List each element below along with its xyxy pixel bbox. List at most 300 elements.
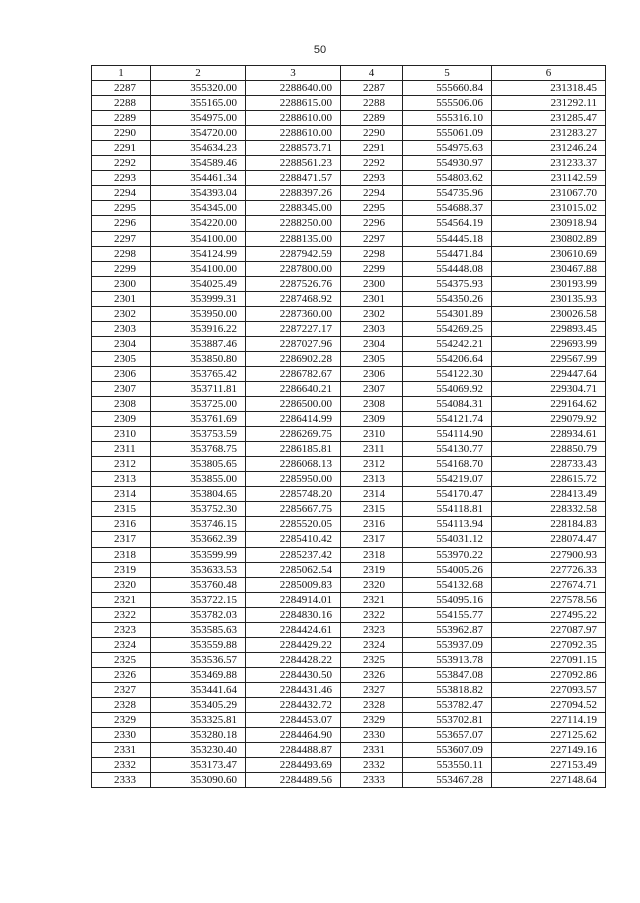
table-row xyxy=(92,321,606,336)
cell-y-coordinate-b: 229893.45 xyxy=(492,321,606,336)
cell-point-number-b: 2306 xyxy=(341,366,403,381)
cell-x-coordinate-a: 354220.00 xyxy=(151,216,246,231)
cell-point-number: 2317 xyxy=(92,532,151,547)
cell-point-number: 2319 xyxy=(92,562,151,577)
table-row xyxy=(92,472,606,487)
cell-x-coordinate-b: 553550.11 xyxy=(403,758,492,773)
cell-y-coordinate-b: 227114.19 xyxy=(492,713,606,728)
table-body xyxy=(92,81,606,788)
cell-point-number: 2333 xyxy=(92,773,151,788)
cell-point-number: 2303 xyxy=(92,321,151,336)
table-row xyxy=(92,743,606,758)
cell-x-coordinate-a: 354345.00 xyxy=(151,201,246,216)
cell-y-coordinate-a: 2286902.28 xyxy=(246,351,341,366)
cell-y-coordinate-a: 2286782.67 xyxy=(246,366,341,381)
cell-x-coordinate-b: 555061.09 xyxy=(403,126,492,141)
cell-x-coordinate-b: 553702.81 xyxy=(403,713,492,728)
cell-point-number-b: 2293 xyxy=(341,171,403,186)
cell-point-number-b: 2308 xyxy=(341,397,403,412)
cell-x-coordinate-b: 553607.09 xyxy=(403,743,492,758)
cell-x-coordinate-b: 554095.16 xyxy=(403,592,492,607)
cell-point-number-b: 2321 xyxy=(341,592,403,607)
table-row xyxy=(92,697,606,712)
cell-y-coordinate-a: 2288135.00 xyxy=(246,231,341,246)
cell-y-coordinate-a: 2286185.81 xyxy=(246,442,341,457)
cell-point-number: 2302 xyxy=(92,306,151,321)
cell-y-coordinate-a: 2285237.42 xyxy=(246,547,341,562)
cell-y-coordinate-b: 228850.79 xyxy=(492,442,606,457)
table-row xyxy=(92,652,606,667)
cell-y-coordinate-a: 2285667.75 xyxy=(246,502,341,517)
cell-x-coordinate-a: 353760.48 xyxy=(151,577,246,592)
cell-x-coordinate-b: 554122.30 xyxy=(403,366,492,381)
table-row xyxy=(92,532,606,547)
cell-point-number: 2322 xyxy=(92,607,151,622)
cell-y-coordinate-b: 227092.35 xyxy=(492,637,606,652)
cell-x-coordinate-a: 353090.60 xyxy=(151,773,246,788)
cell-x-coordinate-a: 353722.15 xyxy=(151,592,246,607)
cell-point-number-b: 2325 xyxy=(341,652,403,667)
cell-point-number-b: 2319 xyxy=(341,562,403,577)
table-row xyxy=(92,487,606,502)
table-row xyxy=(92,607,606,622)
table-row xyxy=(92,276,606,291)
cell-y-coordinate-b: 228615.72 xyxy=(492,472,606,487)
column-header-4: 4 xyxy=(341,66,403,81)
cell-y-coordinate-b: 231142.59 xyxy=(492,171,606,186)
cell-y-coordinate-b: 229693.99 xyxy=(492,336,606,351)
table-row xyxy=(92,246,606,261)
cell-x-coordinate-b: 553818.82 xyxy=(403,682,492,697)
cell-point-number-b: 2331 xyxy=(341,743,403,758)
cell-point-number: 2305 xyxy=(92,351,151,366)
cell-y-coordinate-b: 228332.58 xyxy=(492,502,606,517)
cell-y-coordinate-a: 2288573.71 xyxy=(246,141,341,156)
cell-y-coordinate-b: 228934.61 xyxy=(492,427,606,442)
cell-x-coordinate-a: 353850.80 xyxy=(151,351,246,366)
cell-point-number-b: 2290 xyxy=(341,126,403,141)
column-header-3: 3 xyxy=(246,66,341,81)
table-row xyxy=(92,306,606,321)
table-row xyxy=(92,728,606,743)
table-row xyxy=(92,577,606,592)
cell-y-coordinate-b: 227094.52 xyxy=(492,697,606,712)
cell-point-number-b: 2304 xyxy=(341,336,403,351)
cell-y-coordinate-a: 2287227.17 xyxy=(246,321,341,336)
cell-point-number: 2316 xyxy=(92,517,151,532)
cell-point-number: 2329 xyxy=(92,713,151,728)
cell-y-coordinate-b: 230610.69 xyxy=(492,246,606,261)
cell-y-coordinate-a: 2287526.76 xyxy=(246,276,341,291)
table-row xyxy=(92,667,606,682)
cell-point-number-b: 2302 xyxy=(341,306,403,321)
cell-y-coordinate-a: 2285062.54 xyxy=(246,562,341,577)
cell-y-coordinate-a: 2286640.21 xyxy=(246,381,341,396)
cell-x-coordinate-b: 555316.10 xyxy=(403,111,492,126)
cell-x-coordinate-a: 354720.00 xyxy=(151,126,246,141)
cell-point-number-b: 2326 xyxy=(341,667,403,682)
cell-point-number: 2291 xyxy=(92,141,151,156)
table-row xyxy=(92,81,606,96)
table-row xyxy=(92,336,606,351)
cell-point-number-b: 2292 xyxy=(341,156,403,171)
cell-y-coordinate-a: 2285009.83 xyxy=(246,577,341,592)
cell-point-number: 2295 xyxy=(92,201,151,216)
table-row xyxy=(92,111,606,126)
cell-x-coordinate-b: 553657.07 xyxy=(403,728,492,743)
cell-point-number: 2331 xyxy=(92,743,151,758)
cell-point-number-b: 2303 xyxy=(341,321,403,336)
table-row xyxy=(92,156,606,171)
cell-x-coordinate-b: 554031.12 xyxy=(403,532,492,547)
cell-y-coordinate-b: 229304.71 xyxy=(492,381,606,396)
cell-y-coordinate-b: 227093.57 xyxy=(492,682,606,697)
cell-y-coordinate-a: 2288250.00 xyxy=(246,216,341,231)
cell-point-number-b: 2324 xyxy=(341,637,403,652)
cell-x-coordinate-a: 354975.00 xyxy=(151,111,246,126)
cell-y-coordinate-b: 230193.99 xyxy=(492,276,606,291)
cell-x-coordinate-b: 554130.77 xyxy=(403,442,492,457)
table-row xyxy=(92,412,606,427)
cell-point-number: 2298 xyxy=(92,246,151,261)
cell-y-coordinate-a: 2288561.23 xyxy=(246,156,341,171)
cell-y-coordinate-b: 227148.64 xyxy=(492,773,606,788)
cell-y-coordinate-a: 2287942.59 xyxy=(246,246,341,261)
cell-y-coordinate-a: 2284493.69 xyxy=(246,758,341,773)
cell-point-number: 2324 xyxy=(92,637,151,652)
cell-point-number-b: 2311 xyxy=(341,442,403,457)
cell-point-number-b: 2307 xyxy=(341,381,403,396)
cell-point-number-b: 2320 xyxy=(341,577,403,592)
cell-x-coordinate-b: 554930.97 xyxy=(403,156,492,171)
table-row xyxy=(92,216,606,231)
cell-x-coordinate-a: 354025.49 xyxy=(151,276,246,291)
cell-y-coordinate-b: 231246.24 xyxy=(492,141,606,156)
cell-point-number: 2310 xyxy=(92,427,151,442)
cell-y-coordinate-b: 230918.94 xyxy=(492,216,606,231)
cell-y-coordinate-a: 2284453.07 xyxy=(246,713,341,728)
cell-point-number-b: 2287 xyxy=(341,81,403,96)
cell-x-coordinate-b: 554206.64 xyxy=(403,351,492,366)
cell-point-number: 2309 xyxy=(92,412,151,427)
table-row xyxy=(92,231,606,246)
cell-y-coordinate-b: 229164.62 xyxy=(492,397,606,412)
cell-point-number: 2290 xyxy=(92,126,151,141)
cell-y-coordinate-a: 2287027.96 xyxy=(246,336,341,351)
cell-point-number-b: 2301 xyxy=(341,291,403,306)
cell-y-coordinate-a: 2285410.42 xyxy=(246,532,341,547)
cell-x-coordinate-a: 354100.00 xyxy=(151,261,246,276)
cell-point-number-b: 2289 xyxy=(341,111,403,126)
cell-y-coordinate-b: 229079.92 xyxy=(492,412,606,427)
cell-point-number-b: 2327 xyxy=(341,682,403,697)
cell-y-coordinate-b: 230135.93 xyxy=(492,291,606,306)
cell-x-coordinate-a: 353999.31 xyxy=(151,291,246,306)
table-row xyxy=(92,381,606,396)
cell-x-coordinate-b: 554975.63 xyxy=(403,141,492,156)
cell-x-coordinate-a: 353725.00 xyxy=(151,397,246,412)
cell-point-number: 2296 xyxy=(92,216,151,231)
table-row xyxy=(92,141,606,156)
cell-x-coordinate-a: 353173.47 xyxy=(151,758,246,773)
cell-point-number-b: 2312 xyxy=(341,457,403,472)
cell-y-coordinate-b: 227125.62 xyxy=(492,728,606,743)
cell-x-coordinate-b: 554445.18 xyxy=(403,231,492,246)
coordinates-table xyxy=(91,65,606,788)
cell-y-coordinate-b: 231283.27 xyxy=(492,126,606,141)
table-row xyxy=(92,366,606,381)
cell-y-coordinate-a: 2284464.90 xyxy=(246,728,341,743)
cell-y-coordinate-a: 2284489.56 xyxy=(246,773,341,788)
cell-x-coordinate-b: 554118.81 xyxy=(403,502,492,517)
cell-point-number: 2287 xyxy=(92,81,151,96)
cell-y-coordinate-b: 231015.02 xyxy=(492,201,606,216)
cell-x-coordinate-a: 353765.42 xyxy=(151,366,246,381)
cell-x-coordinate-a: 353950.00 xyxy=(151,306,246,321)
cell-x-coordinate-a: 353585.63 xyxy=(151,622,246,637)
cell-point-number: 2306 xyxy=(92,366,151,381)
cell-y-coordinate-a: 2285748.20 xyxy=(246,487,341,502)
cell-x-coordinate-a: 354461.34 xyxy=(151,171,246,186)
cell-x-coordinate-b: 554471.84 xyxy=(403,246,492,261)
cell-x-coordinate-b: 554121.74 xyxy=(403,412,492,427)
cell-y-coordinate-b: 227495.22 xyxy=(492,607,606,622)
cell-x-coordinate-b: 554301.89 xyxy=(403,306,492,321)
cell-x-coordinate-a: 353761.69 xyxy=(151,412,246,427)
cell-x-coordinate-a: 353805.65 xyxy=(151,457,246,472)
cell-point-number: 2314 xyxy=(92,487,151,502)
table-row xyxy=(92,457,606,472)
table-row xyxy=(92,517,606,532)
table-row xyxy=(92,397,606,412)
cell-x-coordinate-a: 353230.40 xyxy=(151,743,246,758)
cell-x-coordinate-b: 555660.84 xyxy=(403,81,492,96)
cell-x-coordinate-b: 554688.37 xyxy=(403,201,492,216)
table-row xyxy=(92,502,606,517)
cell-point-number-b: 2315 xyxy=(341,502,403,517)
cell-point-number: 2323 xyxy=(92,622,151,637)
cell-y-coordinate-a: 2288615.00 xyxy=(246,96,341,111)
cell-point-number-b: 2310 xyxy=(341,427,403,442)
cell-y-coordinate-b: 228733.43 xyxy=(492,457,606,472)
column-header-6: 6 xyxy=(492,66,606,81)
cell-y-coordinate-a: 2288640.00 xyxy=(246,81,341,96)
cell-x-coordinate-a: 353536.57 xyxy=(151,652,246,667)
table-row xyxy=(92,351,606,366)
table-row xyxy=(92,442,606,457)
cell-point-number-b: 2318 xyxy=(341,547,403,562)
cell-x-coordinate-a: 354393.04 xyxy=(151,186,246,201)
cell-x-coordinate-b: 554269.25 xyxy=(403,321,492,336)
cell-x-coordinate-a: 353887.46 xyxy=(151,336,246,351)
table-row xyxy=(92,622,606,637)
cell-y-coordinate-b: 228074.47 xyxy=(492,532,606,547)
cell-x-coordinate-a: 353559.88 xyxy=(151,637,246,652)
cell-x-coordinate-b: 553782.47 xyxy=(403,697,492,712)
cell-y-coordinate-a: 2285950.00 xyxy=(246,472,341,487)
cell-point-number-b: 2328 xyxy=(341,697,403,712)
column-header-1: 1 xyxy=(92,66,151,81)
cell-point-number: 2294 xyxy=(92,186,151,201)
cell-y-coordinate-a: 2284424.61 xyxy=(246,622,341,637)
cell-x-coordinate-a: 353469.88 xyxy=(151,667,246,682)
table-row xyxy=(92,713,606,728)
cell-y-coordinate-b: 228184.83 xyxy=(492,517,606,532)
cell-point-number-b: 2300 xyxy=(341,276,403,291)
table-row xyxy=(92,562,606,577)
table-row xyxy=(92,637,606,652)
cell-x-coordinate-b: 554735.96 xyxy=(403,186,492,201)
cell-point-number-b: 2297 xyxy=(341,231,403,246)
cell-point-number-b: 2332 xyxy=(341,758,403,773)
cell-x-coordinate-a: 354634.23 xyxy=(151,141,246,156)
cell-y-coordinate-a: 2284830.16 xyxy=(246,607,341,622)
cell-x-coordinate-b: 554350.26 xyxy=(403,291,492,306)
cell-x-coordinate-a: 353768.75 xyxy=(151,442,246,457)
cell-y-coordinate-b: 227149.16 xyxy=(492,743,606,758)
cell-x-coordinate-b: 554219.07 xyxy=(403,472,492,487)
cell-point-number-b: 2313 xyxy=(341,472,403,487)
cell-y-coordinate-b: 227578.56 xyxy=(492,592,606,607)
cell-point-number: 2320 xyxy=(92,577,151,592)
cell-y-coordinate-a: 2284430.50 xyxy=(246,667,341,682)
cell-x-coordinate-b: 554170.47 xyxy=(403,487,492,502)
cell-x-coordinate-b: 553467.28 xyxy=(403,773,492,788)
cell-point-number-b: 2295 xyxy=(341,201,403,216)
cell-y-coordinate-a: 2286068.13 xyxy=(246,457,341,472)
cell-point-number: 2321 xyxy=(92,592,151,607)
cell-y-coordinate-a: 2286500.00 xyxy=(246,397,341,412)
cell-point-number-b: 2296 xyxy=(341,216,403,231)
cell-point-number: 2330 xyxy=(92,728,151,743)
cell-point-number: 2299 xyxy=(92,261,151,276)
cell-y-coordinate-a: 2288471.57 xyxy=(246,171,341,186)
table-row xyxy=(92,592,606,607)
cell-x-coordinate-a: 353280.18 xyxy=(151,728,246,743)
table-header-row xyxy=(92,66,606,81)
cell-point-number: 2311 xyxy=(92,442,151,457)
cell-point-number: 2315 xyxy=(92,502,151,517)
cell-y-coordinate-b: 227087.97 xyxy=(492,622,606,637)
cell-x-coordinate-b: 554069.92 xyxy=(403,381,492,396)
cell-y-coordinate-a: 2284429.22 xyxy=(246,637,341,652)
cell-point-number-b: 2330 xyxy=(341,728,403,743)
cell-x-coordinate-a: 353753.59 xyxy=(151,427,246,442)
cell-x-coordinate-b: 553937.09 xyxy=(403,637,492,652)
cell-y-coordinate-a: 2288610.00 xyxy=(246,111,341,126)
cell-y-coordinate-a: 2287468.92 xyxy=(246,291,341,306)
table-row xyxy=(92,96,606,111)
cell-point-number: 2326 xyxy=(92,667,151,682)
cell-y-coordinate-b: 229567.99 xyxy=(492,351,606,366)
cell-x-coordinate-a: 354124.99 xyxy=(151,246,246,261)
cell-y-coordinate-a: 2284914.01 xyxy=(246,592,341,607)
cell-y-coordinate-b: 227092.86 xyxy=(492,667,606,682)
cell-y-coordinate-a: 2288610.00 xyxy=(246,126,341,141)
cell-point-number: 2312 xyxy=(92,457,151,472)
cell-x-coordinate-a: 353916.22 xyxy=(151,321,246,336)
cell-y-coordinate-b: 227153.49 xyxy=(492,758,606,773)
cell-y-coordinate-a: 2288397.26 xyxy=(246,186,341,201)
column-header-5: 5 xyxy=(403,66,492,81)
cell-x-coordinate-b: 554564.19 xyxy=(403,216,492,231)
cell-point-number-b: 2299 xyxy=(341,261,403,276)
cell-x-coordinate-b: 553970.22 xyxy=(403,547,492,562)
cell-point-number: 2325 xyxy=(92,652,151,667)
column-header-2: 2 xyxy=(151,66,246,81)
cell-point-number: 2318 xyxy=(92,547,151,562)
page-number: 50 xyxy=(313,44,327,56)
cell-x-coordinate-b: 554168.70 xyxy=(403,457,492,472)
cell-point-number-b: 2294 xyxy=(341,186,403,201)
cell-x-coordinate-a: 354100.00 xyxy=(151,231,246,246)
cell-x-coordinate-a: 354589.46 xyxy=(151,156,246,171)
cell-x-coordinate-a: 353441.64 xyxy=(151,682,246,697)
cell-x-coordinate-b: 553913.78 xyxy=(403,652,492,667)
cell-point-number-b: 2309 xyxy=(341,412,403,427)
cell-point-number: 2304 xyxy=(92,336,151,351)
table-row xyxy=(92,427,606,442)
cell-y-coordinate-b: 230802.89 xyxy=(492,231,606,246)
cell-point-number: 2292 xyxy=(92,156,151,171)
cell-point-number: 2308 xyxy=(92,397,151,412)
cell-x-coordinate-a: 353746.15 xyxy=(151,517,246,532)
cell-x-coordinate-a: 353325.81 xyxy=(151,713,246,728)
cell-x-coordinate-a: 353782.03 xyxy=(151,607,246,622)
cell-y-coordinate-b: 227900.93 xyxy=(492,547,606,562)
cell-point-number-b: 2323 xyxy=(341,622,403,637)
cell-point-number: 2293 xyxy=(92,171,151,186)
cell-x-coordinate-b: 554005.26 xyxy=(403,562,492,577)
cell-point-number: 2297 xyxy=(92,231,151,246)
cell-point-number-b: 2322 xyxy=(341,607,403,622)
cell-y-coordinate-b: 231285.47 xyxy=(492,111,606,126)
cell-y-coordinate-a: 2285520.05 xyxy=(246,517,341,532)
table-row xyxy=(92,682,606,697)
cell-point-number: 2289 xyxy=(92,111,151,126)
cell-x-coordinate-a: 353711.81 xyxy=(151,381,246,396)
cell-y-coordinate-b: 231292.11 xyxy=(492,96,606,111)
cell-y-coordinate-b: 227674.71 xyxy=(492,577,606,592)
cell-x-coordinate-b: 554113.94 xyxy=(403,517,492,532)
cell-x-coordinate-b: 554375.93 xyxy=(403,276,492,291)
cell-point-number-b: 2333 xyxy=(341,773,403,788)
cell-point-number: 2288 xyxy=(92,96,151,111)
cell-y-coordinate-b: 229447.64 xyxy=(492,366,606,381)
cell-x-coordinate-b: 555506.06 xyxy=(403,96,492,111)
cell-y-coordinate-b: 227091.15 xyxy=(492,652,606,667)
cell-point-number-b: 2314 xyxy=(341,487,403,502)
cell-y-coordinate-a: 2287360.00 xyxy=(246,306,341,321)
cell-y-coordinate-b: 231233.37 xyxy=(492,156,606,171)
cell-x-coordinate-b: 553962.87 xyxy=(403,622,492,637)
cell-point-number: 2301 xyxy=(92,291,151,306)
cell-x-coordinate-b: 554242.21 xyxy=(403,336,492,351)
cell-point-number: 2327 xyxy=(92,682,151,697)
cell-y-coordinate-a: 2284431.46 xyxy=(246,682,341,697)
cell-x-coordinate-b: 554803.62 xyxy=(403,171,492,186)
cell-y-coordinate-a: 2286414.99 xyxy=(246,412,341,427)
table-row xyxy=(92,758,606,773)
cell-x-coordinate-a: 355165.00 xyxy=(151,96,246,111)
cell-point-number-b: 2317 xyxy=(341,532,403,547)
cell-y-coordinate-a: 2287800.00 xyxy=(246,261,341,276)
cell-y-coordinate-a: 2284488.87 xyxy=(246,743,341,758)
cell-x-coordinate-a: 353804.65 xyxy=(151,487,246,502)
cell-point-number-b: 2305 xyxy=(341,351,403,366)
cell-x-coordinate-a: 353752.30 xyxy=(151,502,246,517)
cell-x-coordinate-b: 554448.08 xyxy=(403,261,492,276)
